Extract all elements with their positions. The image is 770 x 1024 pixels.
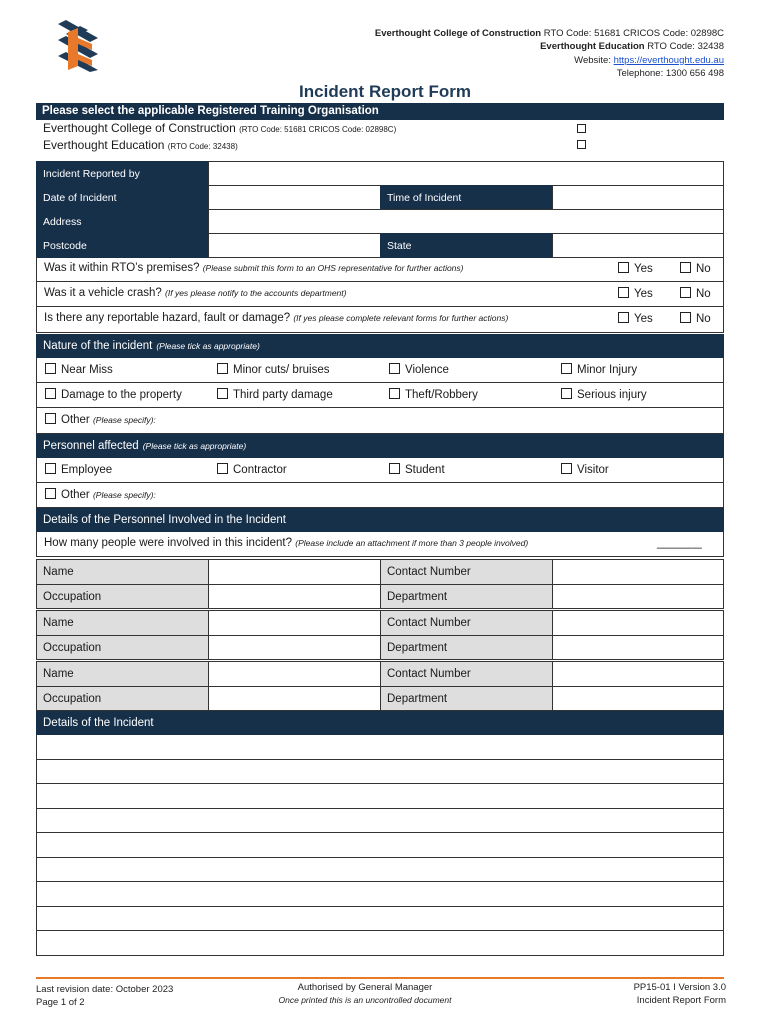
date-label: Date of Incident [36, 185, 209, 210]
yes-label: Yes [634, 263, 653, 275]
option-label: Minor cuts/ bruises [233, 364, 330, 376]
person-name-label: Name [36, 610, 209, 636]
college-codes: RTO Code: 51681 CRICOS Code: 02898C [541, 28, 724, 39]
nature-option[interactable] [217, 388, 333, 401]
no-checkbox[interactable] [680, 312, 711, 325]
question-note: (If yes please notify to the accounts department) [165, 288, 347, 298]
nature-option[interactable] [217, 363, 330, 376]
yes-checkbox[interactable] [618, 262, 653, 275]
postcode-field[interactable] [208, 233, 381, 258]
option-label: Violence [405, 364, 449, 376]
personnel-heading-text: Personnel affected [43, 440, 139, 452]
option-label: Near Miss [61, 364, 113, 376]
state-label: State [380, 233, 553, 258]
college-name: Everthought College of Construction [374, 28, 542, 39]
checkbox-icon [618, 312, 629, 323]
person-contact-label: Contact Number [380, 610, 553, 636]
question-text: Was it within RTO’s premises? [44, 262, 200, 274]
nature-option[interactable] [389, 363, 449, 376]
option-label: Other [61, 414, 90, 426]
rto-option-codes: (RTO Code: 51681 CRICOS Code: 02898C) [239, 125, 397, 134]
details-line[interactable] [36, 735, 724, 760]
checkbox-icon [45, 488, 56, 499]
person-contact-field[interactable] [552, 610, 724, 636]
person-name-field[interactable] [208, 610, 381, 636]
checkbox-icon [618, 262, 629, 273]
rto-option-name: Everthought Education [43, 138, 165, 152]
nature-other-row [36, 408, 724, 434]
nature-option[interactable] [561, 388, 647, 401]
person-department-label: Department [380, 686, 553, 711]
personnel-option[interactable] [45, 463, 112, 476]
rto-college-checkbox[interactable] [577, 124, 586, 133]
involved-heading: Details of the Personnel Involved in the Incident [36, 508, 724, 532]
question-vehicle [36, 282, 724, 307]
option-label: Third party damage [233, 389, 333, 401]
footer-right [634, 981, 726, 1007]
person-department-field[interactable] [552, 635, 724, 660]
checkbox-icon [45, 363, 56, 374]
person-occupation-label: Occupation [36, 686, 209, 711]
rto-heading: Please select the applicable Registered Training Organisation [36, 103, 724, 120]
personnel-option[interactable] [217, 463, 287, 476]
details-heading: Details of the Incident [36, 711, 724, 735]
person-name-field[interactable] [208, 661, 381, 687]
no-checkbox[interactable] [680, 262, 711, 275]
page-number: Page 1 of 2 [36, 997, 85, 1008]
person-occupation-label: Occupation [36, 635, 209, 660]
details-line[interactable] [36, 882, 724, 907]
option-label: Theft/Robbery [405, 389, 478, 401]
rto-option-name: Everthought College of Construction [43, 121, 236, 135]
authorised-by: Authorised by General Manager [297, 982, 433, 993]
person-contact-label: Contact Number [380, 661, 553, 687]
person-contact-field[interactable] [552, 559, 724, 585]
person-contact-label: Contact Number [380, 559, 553, 585]
rto-education-checkbox[interactable] [577, 140, 586, 149]
nature-row-2 [36, 383, 724, 408]
nature-other-option[interactable] [45, 413, 156, 426]
date-field[interactable] [208, 185, 381, 210]
option-label: Visitor [577, 464, 609, 476]
footer-left [36, 983, 173, 1009]
yes-label: Yes [634, 313, 653, 325]
nature-option[interactable] [45, 363, 113, 376]
person-name-field[interactable] [208, 559, 381, 585]
yes-checkbox[interactable] [618, 312, 653, 325]
person-occupation-label: Occupation [36, 584, 209, 609]
uncontrolled-note: Once printed this is an uncontrolled document [278, 995, 452, 1005]
personnel-option[interactable] [389, 463, 445, 476]
postcode-label: Postcode [36, 233, 209, 258]
no-checkbox[interactable] [680, 287, 711, 300]
checkbox-icon [217, 388, 228, 399]
nature-heading-text: Nature of the incident [43, 340, 153, 352]
rto-option-college [43, 121, 396, 135]
time-label: Time of Incident [380, 185, 553, 210]
checkbox-icon [45, 388, 56, 399]
yes-label: Yes [634, 288, 653, 300]
involved-count-field[interactable]: _______ [657, 537, 702, 549]
person-department-label: Department [380, 584, 553, 609]
personnel-option[interactable] [561, 463, 609, 476]
person-department-field[interactable] [552, 584, 724, 609]
checkbox-icon [561, 463, 572, 474]
checkbox-icon [680, 312, 691, 323]
option-label: Student [405, 464, 445, 476]
details-line[interactable] [36, 931, 724, 956]
personnel-heading-note: (Please tick as appropriate) [142, 441, 247, 451]
question-note: (If yes please complete relevant forms for further actions) [293, 313, 509, 323]
education-name: Everthought Education [540, 41, 645, 53]
nature-option[interactable] [389, 388, 478, 401]
option-label: Employee [61, 464, 113, 476]
rto-option-codes: (RTO Code: 32438) [167, 142, 238, 151]
state-field[interactable] [552, 233, 724, 258]
nature-heading-note: (Please tick as appropriate) [156, 341, 260, 351]
nature-row-1 [36, 358, 724, 383]
option-label: Contractor [233, 464, 287, 476]
checkbox-icon [217, 463, 228, 474]
personnel-other-option[interactable] [45, 488, 156, 501]
involved-count-row [36, 532, 724, 557]
person-occupation-field[interactable] [208, 686, 381, 711]
website-label: Website: [574, 54, 614, 66]
person-contact-field[interactable] [552, 661, 724, 687]
address-field[interactable] [208, 209, 724, 234]
details-line[interactable] [36, 858, 724, 883]
page-title: Incident Report Form [299, 82, 471, 101]
person-name-label: Name [36, 661, 209, 687]
nature-heading [36, 334, 724, 358]
person-occupation-field[interactable] [208, 584, 381, 609]
nature-option[interactable] [45, 388, 182, 401]
checkbox-icon [217, 363, 228, 374]
website-link[interactable]: https://everthought.edu.au [613, 54, 724, 66]
option-note: (Please specify): [92, 490, 156, 500]
personnel-heading [36, 434, 724, 458]
footer-center [220, 981, 510, 1007]
involved-note: (Please include an attachment if more than 3 people involved) [295, 538, 529, 548]
involved-question: How many people were involved in this incident? [44, 537, 293, 549]
question-premises [36, 257, 724, 282]
question-text: Was it a vehicle crash? [44, 287, 162, 299]
checkbox-icon [680, 287, 691, 298]
revision-date: Last revision date: October 2023 [36, 984, 174, 995]
organisation-header [375, 27, 724, 81]
telephone: Telephone: 1300 656 498 [616, 68, 724, 80]
no-label: No [696, 288, 711, 300]
time-field[interactable] [552, 185, 724, 210]
personnel-row-1 [36, 458, 724, 483]
question-hazard [36, 307, 724, 333]
personnel-other-row [36, 483, 724, 508]
checkbox-icon [45, 413, 56, 424]
checkbox-icon [389, 363, 400, 374]
checkbox-icon [561, 388, 572, 399]
details-line[interactable] [36, 784, 724, 809]
checkbox-icon [680, 262, 691, 273]
option-label: Serious injury [577, 389, 647, 401]
person-department-label: Department [380, 635, 553, 660]
details-line[interactable] [36, 760, 724, 785]
option-label: Other [61, 489, 90, 501]
form-name: Incident Report Form [636, 995, 726, 1006]
education-codes: RTO Code: 32438 [644, 41, 724, 53]
address-label: Address [36, 209, 209, 234]
nature-option[interactable] [561, 363, 637, 376]
no-label: No [696, 263, 711, 275]
option-note: (Please specify): [92, 415, 156, 425]
reported-by-field[interactable] [208, 161, 724, 186]
no-label: No [696, 313, 711, 325]
checkbox-icon [45, 463, 56, 474]
reported-by-label: Incident Reported by [36, 161, 209, 186]
person-name-label: Name [36, 559, 209, 585]
checkbox-icon [618, 287, 629, 298]
question-text: Is there any reportable hazard, fault or damage? [44, 312, 291, 324]
checkbox-icon [561, 363, 572, 374]
rto-option-education [43, 138, 238, 152]
option-label: Damage to the property [61, 389, 182, 401]
person-occupation-field[interactable] [208, 635, 381, 660]
details-line[interactable] [36, 833, 724, 858]
option-label: Minor Injury [577, 364, 638, 376]
checkbox-icon [389, 463, 400, 474]
yes-checkbox[interactable] [618, 287, 653, 300]
footer-divider [36, 977, 724, 979]
details-line[interactable] [36, 809, 724, 834]
details-line[interactable] [36, 907, 724, 932]
document-version: PP15-01 I Version 3.0 [633, 982, 726, 993]
question-note: (Please submit this form to an OHS representative for further actions) [202, 263, 464, 273]
checkbox-icon [389, 388, 400, 399]
person-department-field[interactable] [552, 686, 724, 711]
everthought-logo [52, 20, 102, 72]
